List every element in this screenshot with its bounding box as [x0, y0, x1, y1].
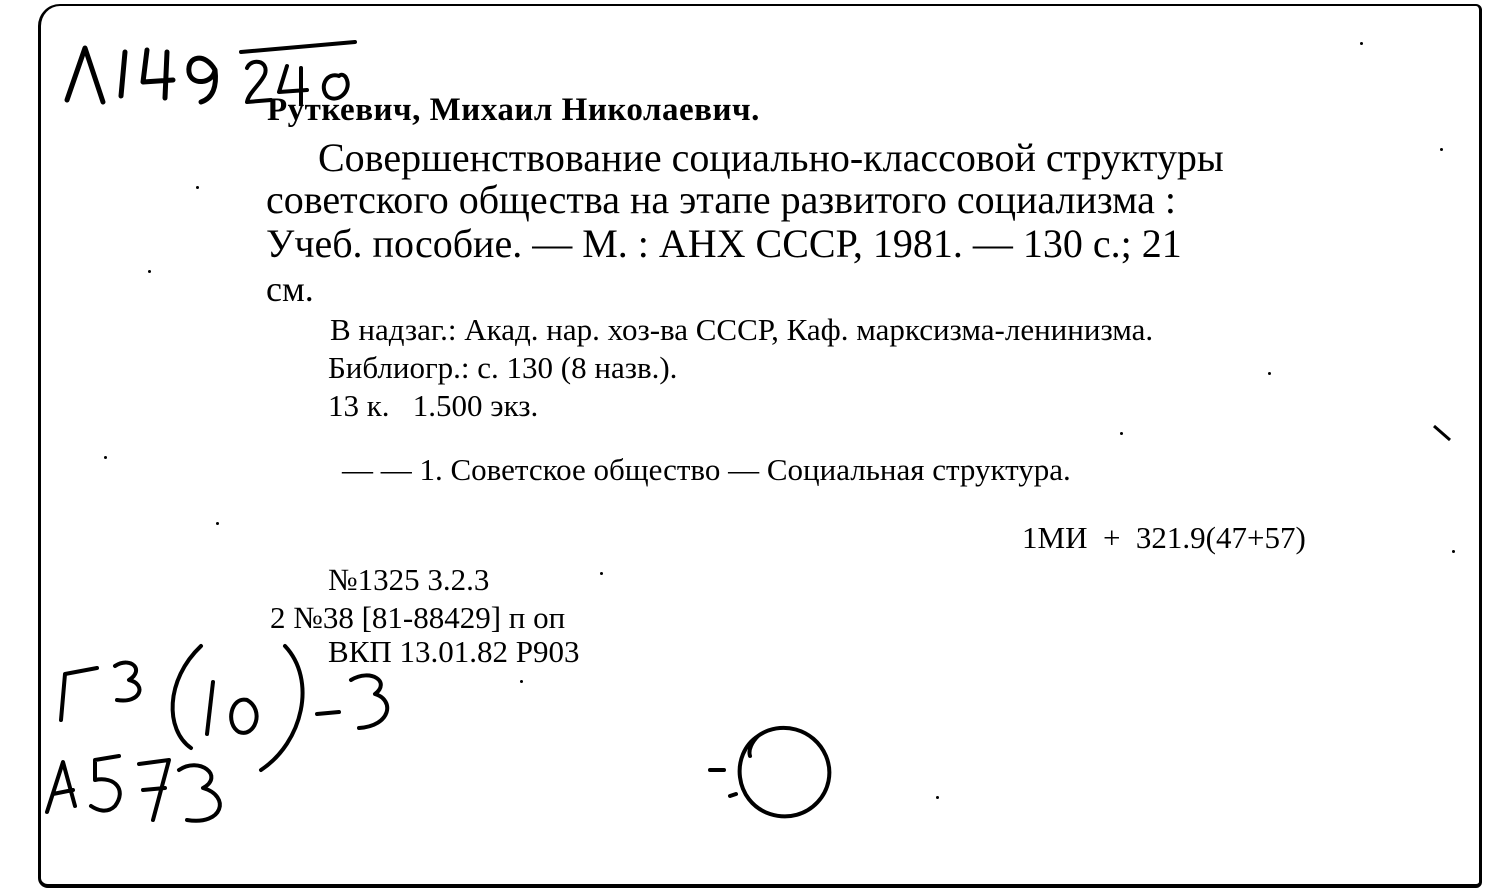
classification-code: 1МИ + 321.9(47+57) [1022, 520, 1306, 555]
registry-line-3: ВКП 13.01.82 Р903 [328, 634, 580, 669]
registry-line-1: №1325 3.2.3 [328, 562, 490, 597]
author-heading: Руткевич, Михаил Николаевич. [267, 92, 760, 128]
title-line-3: Учеб. пособие. — М. : АНХ СССР, 1981. — 130 с.; 21 [266, 221, 1182, 266]
speck-mark [1430, 420, 1460, 450]
title-line-1: Совершенствование социально-классовой структуры [318, 135, 1224, 180]
registry-line-2: 2 №38 [81-88429] п оп [270, 600, 566, 635]
note-line-1: В надзаг.: Акад. нар. хоз-ва СССР, Каф. марксизма-ленинизма. [330, 312, 1154, 347]
note-line-2: Библиогр.: с. 130 (8 назв.). [328, 350, 678, 385]
subject-heading: — — 1. Советское общество — Социальная структура. [342, 452, 1071, 487]
title-line-4: см. [266, 269, 314, 309]
title-line-2: советского общества на этапе развитого социализма : [266, 177, 1177, 222]
circle-stamp-mark [700, 710, 880, 830]
note-line-3: 13 к. 1.500 экз. [328, 388, 539, 423]
handwritten-shelf-mark [35, 630, 435, 830]
